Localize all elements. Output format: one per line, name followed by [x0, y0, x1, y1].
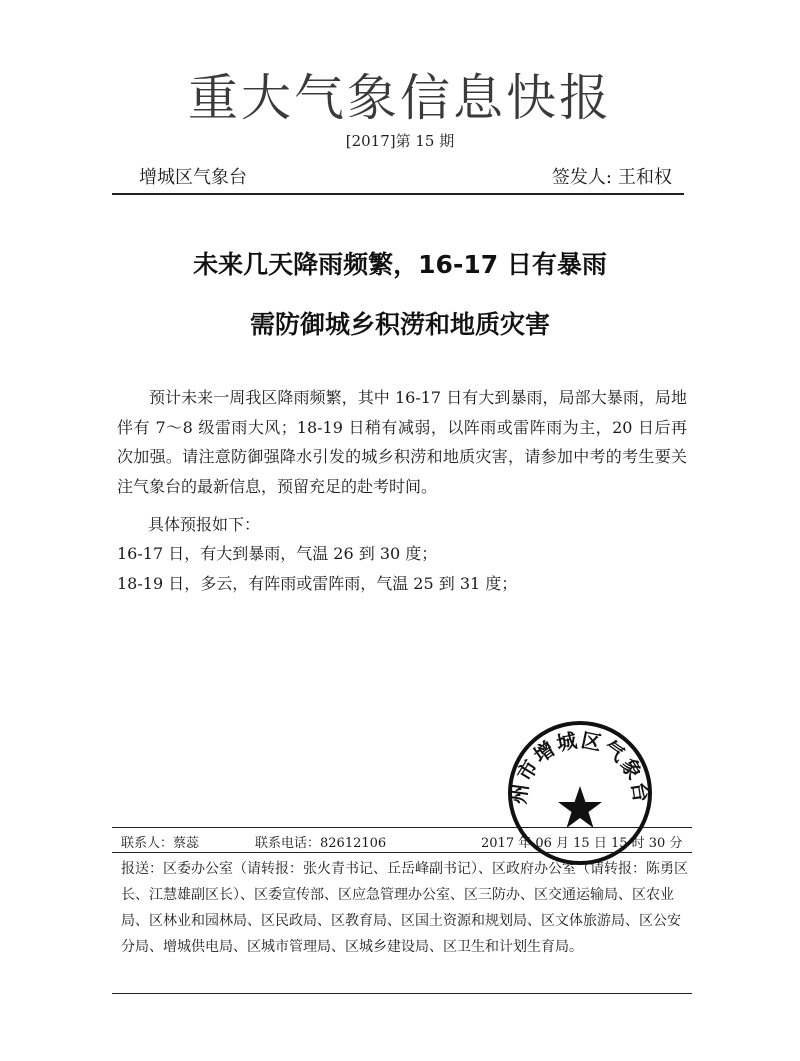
headline-line-2: 需防御城乡积涝和地质灾害: [249, 310, 550, 339]
contact-phone: 联系电话：82612106: [255, 836, 387, 851]
report-recipients: [121, 856, 691, 960]
document-title: 重大气象信息快报: [188, 69, 612, 127]
header-divider: [112, 193, 684, 195]
body-paragraph: 预计未来一周我区降雨频繁，其中 16-17 日有大到暴雨，局部大暴雨，局地伴有 7～8 级雷雨大风；18-19 日稍有减弱，以阵雨或雷阵雨为主，20 日后再次加强。请注意防御强降水引发的城乡积涝和地质灾害，请参加中考的考生要关注气象台的最新信息，预留充足的赴考时间。: [117, 388, 687, 496]
issue-number: [2017]第 15 期: [345, 132, 455, 150]
headline-line-1: 未来几天降雨频繁，16-17 日有暴雨: [193, 250, 607, 279]
forecast-item-1: 16-17 日，有大到暴雨，气温 26 到 30 度；: [117, 544, 438, 563]
signer-label: 签发人:: [551, 167, 612, 188]
issuing-organization: 增城区气象台: [139, 167, 247, 188]
seal-text: 州市增城区气象台: [506, 727, 654, 806]
signer: [552, 163, 672, 189]
official-seal-icon: [505, 718, 655, 868]
report-label: 报送：: [121, 861, 163, 877]
signer-name: 王和权: [618, 167, 672, 188]
forecast-intro: 具体预报如下：: [148, 515, 261, 534]
footer-divider-bottom: [112, 993, 692, 994]
report-recipients-text: 区委办公室（请转报：张火青书记、丘岳峰副书记）、区政府办公室（请转报：陈勇区长、江慧雄副区长）、区委宣传部、区应急管理办公室、区三防办、区交通运输局、区农业局、区林业和园林局、区民政局、区教育局、区国土资源和规划局、区文体旅游局、区公安分局、增城供电局、区城市管理局、区城乡建设局、区卫生和计划生育局。: [121, 861, 688, 955]
contact-person: 联系人：蔡蕊: [121, 836, 200, 851]
issue-timestamp: 2017 年 06 月 15 日 15 时 30 分: [481, 836, 683, 851]
forecast-item-2: 18-19 日，多云，有阵雨或雷阵雨，气温 25 到 31 度；: [117, 574, 518, 593]
org-row: [112, 161, 684, 189]
